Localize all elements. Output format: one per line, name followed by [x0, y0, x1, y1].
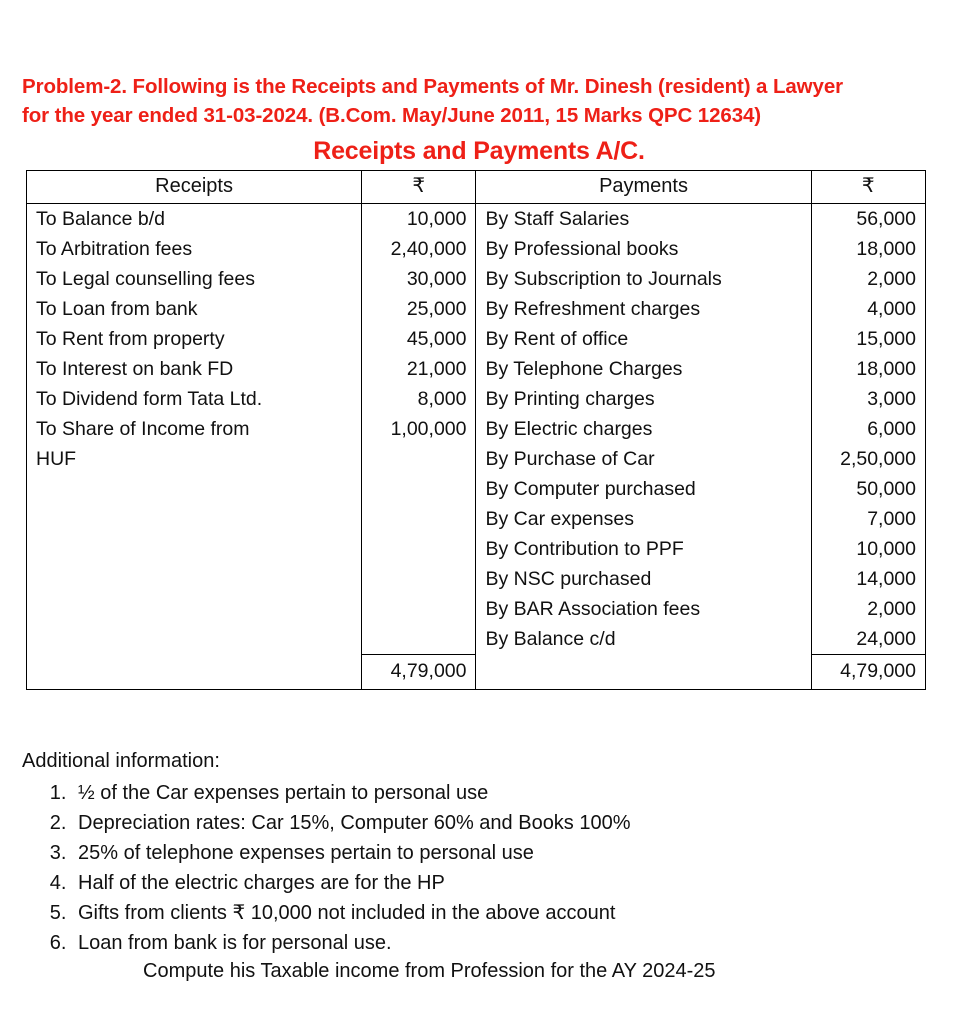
payment-amount: 2,50,000	[840, 448, 916, 470]
payment-amount: 2,000	[867, 268, 916, 290]
bottom-border-cell-1	[27, 690, 362, 691]
payments-particulars-list	[476, 204, 810, 654]
receipt-particular: To Interest on bank FD	[36, 358, 234, 380]
receipt-particular: To Share of Income from	[36, 418, 250, 440]
bottom-border-cell-2	[362, 690, 476, 691]
receipt-particular: To Loan from bank	[36, 298, 198, 320]
payment-particular: By Printing charges	[485, 388, 655, 410]
receipt-amount: 1,00,000	[390, 418, 467, 440]
table-header	[27, 171, 926, 204]
ledger-entries-row	[27, 204, 926, 655]
payment-particular: By Car expenses	[485, 508, 634, 530]
column-header-payments: Payments	[476, 171, 811, 204]
account-title: Receipts and Payments A/C.	[313, 137, 645, 165]
payment-amount: 7,000	[867, 508, 916, 530]
problem-heading	[22, 72, 978, 130]
totals-payments-amount: 4,79,000	[811, 655, 925, 690]
additional-information-item: 3. 25% of telephone expenses pertain to personal use	[72, 838, 631, 868]
payment-amount: 56,000	[856, 208, 916, 230]
payment-particular: By BAR Association fees	[485, 598, 701, 620]
payment-particular: By Telephone Charges	[485, 358, 683, 380]
payment-particular: By Electric charges	[485, 418, 653, 440]
receipt-amount: 8,000	[417, 388, 467, 410]
totals-payments-blank	[476, 655, 811, 690]
problem-heading-line1: Problem-2. Following is the Receipts and Payments of Mr. Dinesh (resident) a Lawyer	[22, 75, 843, 98]
payment-amount: 50,000	[856, 478, 916, 500]
column-header-payments-amount: ₹	[811, 171, 925, 204]
totals-row	[27, 655, 926, 690]
receipts-and-payments-table	[26, 170, 926, 690]
payment-amount: 24,000	[856, 628, 916, 650]
receipt-amount	[362, 444, 475, 474]
bottom-border-cell-3	[476, 690, 811, 691]
receipts-amounts-list	[362, 204, 475, 474]
receipt-particular: To Legal counselling fees	[36, 268, 255, 290]
payment-amount: 18,000	[856, 358, 916, 380]
payment-particular: By Balance c/d	[485, 628, 616, 650]
receipt-particular: To Rent from property	[36, 328, 225, 350]
receipt-amount: 21,000	[406, 358, 467, 380]
receipts-particulars-cell	[27, 204, 362, 655]
payment-amount: 2,000	[867, 598, 916, 620]
additional-information-item: 1. ½ of the Car expenses pertain to personal use	[72, 778, 631, 808]
payment-amount: 6,000	[867, 418, 916, 440]
additional-information-item: 5. Gifts from clients ₹ 10,000 not included in the above account	[72, 898, 631, 928]
payment-particular: By Purchase of Car	[485, 448, 655, 470]
column-header-receipts-amount: ₹	[362, 171, 476, 204]
additional-information-item: 6. Loan from bank is for personal use.	[72, 928, 631, 958]
receipt-particular: To Arbitration fees	[36, 238, 193, 260]
payment-amount: 18,000	[856, 238, 916, 260]
table-bottom-border	[27, 690, 926, 691]
payment-amount: 10,000	[856, 538, 916, 560]
payments-amounts-list	[812, 204, 925, 654]
payment-amount: 4,000	[867, 298, 916, 320]
totals-receipts-amount: 4,79,000	[362, 655, 476, 690]
column-header-receipts: Receipts	[27, 171, 362, 204]
payment-particular: By Computer purchased	[485, 478, 696, 500]
payment-particular: By Refreshment charges	[485, 298, 701, 320]
receipts-amounts-cell	[362, 204, 476, 655]
compute-instruction: Compute his Taxable income from Profession for the AY 2024-25	[143, 960, 716, 982]
payments-amounts-cell	[811, 204, 925, 655]
totals-receipts-blank	[27, 655, 362, 690]
payment-particular: By NSC purchased	[485, 568, 652, 590]
additional-information-list	[22, 778, 631, 958]
receipt-particular: To Dividend form Tata Ltd.	[36, 388, 263, 410]
payment-amount: 3,000	[867, 388, 916, 410]
receipt-amount: 45,000	[406, 328, 467, 350]
payment-particular: By Contribution to PPF	[485, 538, 684, 560]
additional-information-item: 4. Half of the electric charges are for the HP	[72, 868, 631, 898]
receipt-amount: 25,000	[406, 298, 467, 320]
receipt-amount: 10,000	[406, 208, 467, 230]
additional-information-item: 2. Depreciation rates: Car 15%, Computer 60% and Books 100%	[72, 808, 631, 838]
payment-particular: By Staff Salaries	[485, 208, 630, 230]
payment-amount: 15,000	[856, 328, 916, 350]
payment-particular: By Subscription to Journals	[485, 268, 722, 290]
additional-information-title: Additional information:	[22, 750, 220, 772]
receipt-amount: 30,000	[406, 268, 467, 290]
receipts-particulars-list	[27, 204, 361, 474]
table-body	[27, 204, 926, 691]
payment-particular: By Professional books	[485, 238, 679, 260]
payment-amount: 14,000	[856, 568, 916, 590]
payments-particulars-cell	[476, 204, 811, 655]
receipt-particular: HUF	[36, 448, 77, 470]
bottom-border-cell-4	[811, 690, 925, 691]
receipt-particular: To Balance b/d	[36, 208, 166, 230]
receipt-amount: 2,40,000	[390, 238, 467, 260]
payment-particular: By Rent of office	[485, 328, 629, 350]
problem-heading-line2: for the year ended 31-03-2024. (B.Com. May/June 2011, 15 Marks QPC 12634)	[22, 104, 762, 127]
